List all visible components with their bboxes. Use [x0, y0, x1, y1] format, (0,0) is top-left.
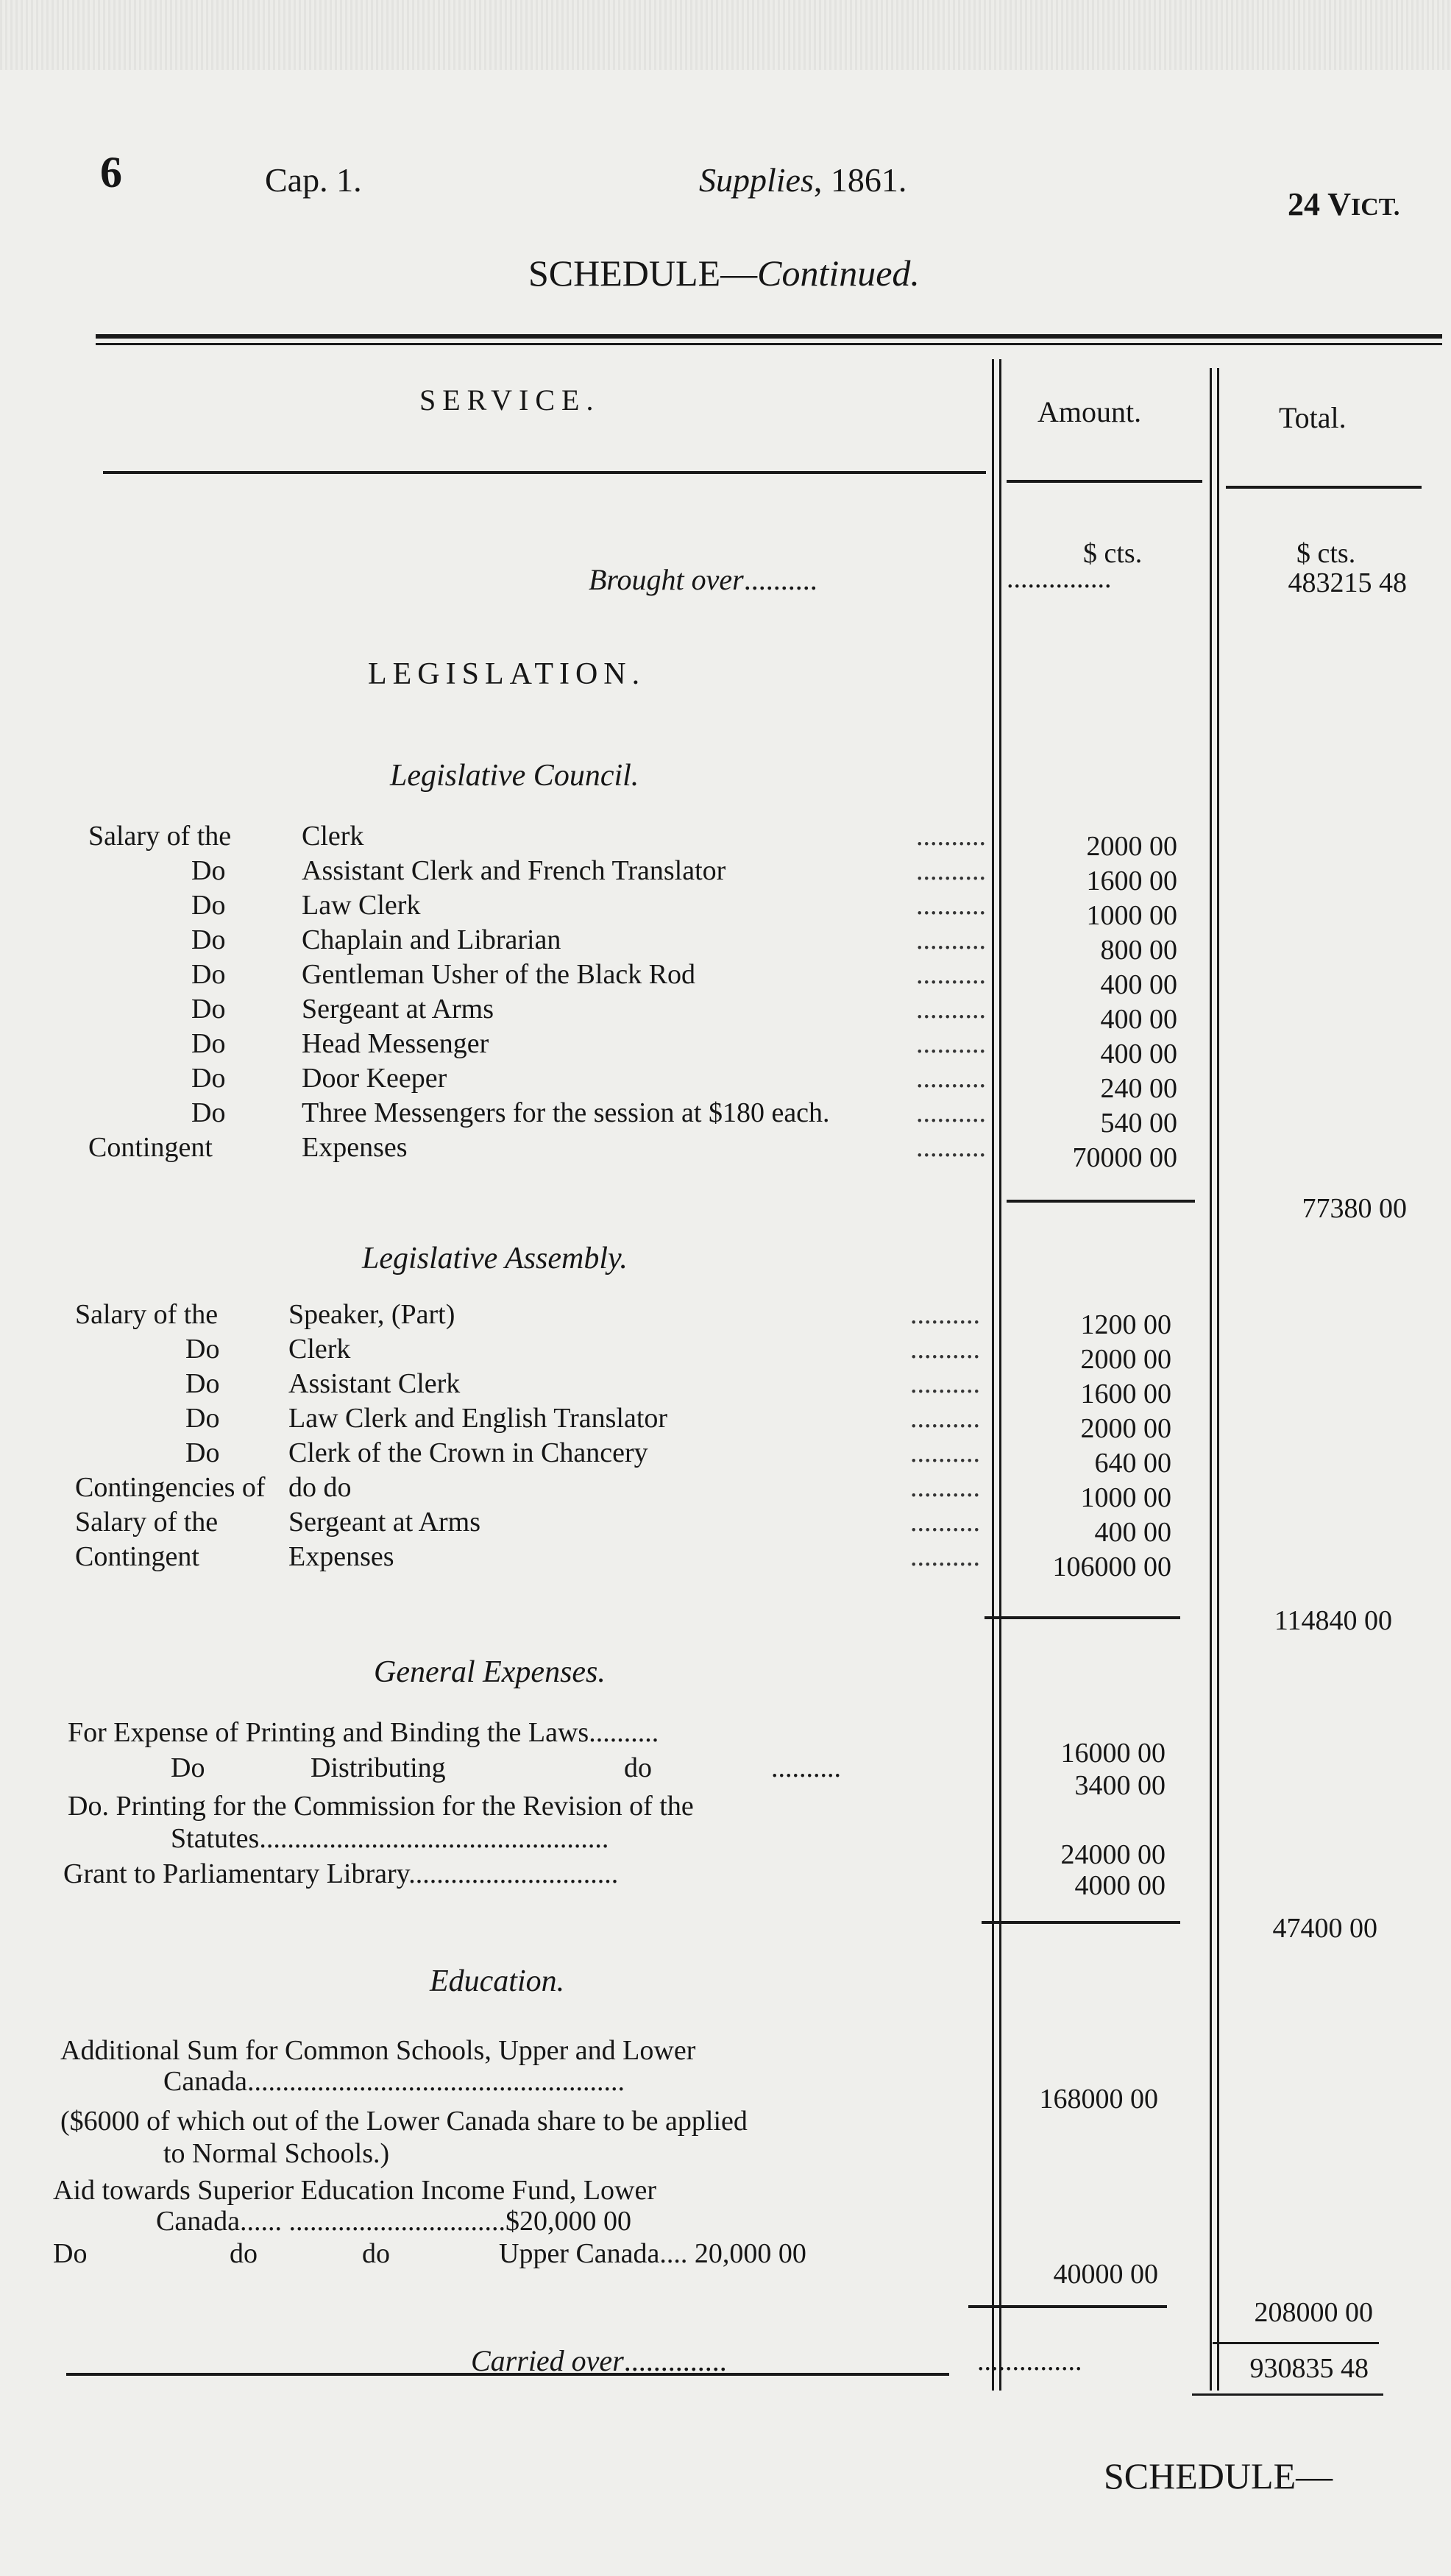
row-dot-leader: ..........: [910, 1299, 980, 1330]
ge-row-distributing-amount: 3400 00: [1074, 1770, 1166, 1801]
table-row: [75, 1298, 980, 1332]
row-dot-leader: ..........: [910, 1334, 980, 1365]
row-label: do do: [288, 1472, 352, 1503]
edu-row-common-schools-line2: Canada......................................................: [163, 2066, 625, 2097]
row-amount: 400 00: [1100, 1004, 1177, 1035]
table-row: [88, 1131, 986, 1165]
row-prefix: Do: [191, 1063, 226, 1094]
row-label: Law Clerk and English Translator: [288, 1403, 668, 1434]
schedule-word: SCHEDULE—: [528, 252, 758, 294]
total-col-rule-left-2: [1217, 368, 1219, 2391]
row-label: Door Keeper: [302, 1063, 447, 1094]
amount-column-header: Amount.: [1037, 395, 1142, 428]
row-amount: 70000 00: [1072, 1142, 1177, 1173]
row-amount: 1600 00: [1080, 1379, 1171, 1409]
supplies-title: Supplies: [699, 161, 814, 199]
row-amount: 2000 00: [1080, 1413, 1171, 1444]
ge-row-commission-amount: 24000 00: [1060, 1839, 1166, 1870]
chapter-label: Cap. 1.: [265, 161, 362, 199]
total-header-underline: [1226, 486, 1422, 489]
row-prefix: Do: [191, 994, 226, 1025]
row-label: Gentleman Usher of the Black Rod: [302, 959, 696, 990]
row-prefix: Salary of the: [88, 821, 232, 852]
carried-over-label: Carried over..............: [471, 2344, 727, 2377]
row-prefix: Do: [191, 855, 226, 886]
row-prefix: Do: [185, 1368, 220, 1399]
row-dot-leader: ..........: [916, 959, 986, 990]
ge-row-commission-line1: Do. Printing for the Commission for the Revision of the: [68, 1791, 694, 1822]
row-prefix: Do: [191, 1028, 226, 1059]
row-label: Chaplain and Librarian: [302, 924, 561, 955]
row-dot-leader: ..........: [916, 1028, 986, 1059]
la-sum-rule: [985, 1616, 1180, 1619]
table-row: [88, 889, 986, 923]
table-row: [75, 1333, 980, 1367]
row-dot-leader: ..........: [910, 1368, 980, 1399]
row-prefix: Do: [185, 1437, 220, 1468]
service-column-header: SERVICE.: [419, 383, 600, 417]
ge-row-printing-amount: 16000 00: [1060, 1738, 1166, 1769]
row-dot-leader: ..........: [916, 855, 986, 886]
edu-note-line1: ($6000 of which out of the Lower Canada share to be applied: [60, 2106, 748, 2137]
brought-over-total: 483215 48: [1288, 567, 1407, 598]
general-expenses-total: 47400 00: [1272, 1913, 1377, 1944]
row-label: Assistant Clerk and French Translator: [302, 855, 726, 886]
row-amount: 400 00: [1100, 969, 1177, 1000]
edu-note-line2: to Normal Schools.): [163, 2138, 390, 2169]
row-prefix: Salary of the: [75, 1507, 219, 1538]
service-header-underline: [103, 471, 986, 474]
row-label: Clerk: [288, 1334, 351, 1365]
row-dot-leader: ..........: [910, 1507, 980, 1538]
row-amount: 400 00: [1094, 1517, 1171, 1548]
footer-catchword: SCHEDULE—: [1104, 2455, 1333, 2497]
table-row: [88, 924, 986, 958]
running-title: [699, 160, 907, 199]
edu-row-superior-line2: Canada...... ...............................$20,000 00: [156, 2206, 631, 2237]
row-amount: 400 00: [1100, 1038, 1177, 1069]
ge-row-distributing: Do Distributing do ..........: [171, 1752, 841, 1783]
row-label: Expenses: [302, 1132, 408, 1163]
row-dot-leader: ..........: [910, 1437, 980, 1468]
row-dot-leader: ..........: [916, 1097, 986, 1128]
regnal-smallcaps: ICT.: [1350, 194, 1400, 221]
schedule-title: [528, 252, 920, 294]
total-col-rule-left: [1210, 368, 1212, 2391]
edu-row-common-schools-line1: Additional Sum for Common Schools, Upper and Lower: [60, 2035, 696, 2066]
row-prefix: Do: [185, 1403, 220, 1434]
table-row: [75, 1402, 980, 1436]
legislative-assembly-heading: Legislative Assembly.: [362, 1242, 628, 1275]
table-row: [88, 993, 986, 1027]
row-dot-leader: ..........: [916, 821, 986, 852]
table-row: [75, 1540, 980, 1574]
regnal-year: [1288, 185, 1399, 223]
row-amount: 1000 00: [1080, 1482, 1171, 1513]
edu-total-underline: [1213, 2342, 1379, 2344]
edu-row-upper-canada: Do do do Upper Canada.... 20,000 00: [53, 2238, 806, 2269]
row-amount: 800 00: [1100, 935, 1177, 966]
row-prefix: Contingent: [88, 1132, 213, 1163]
row-amount: 1200 00: [1080, 1309, 1171, 1340]
row-label: Clerk: [302, 821, 364, 852]
general-expenses-heading: General Expenses.: [374, 1655, 606, 1689]
ge-row-commission-line2: Statutes..................................................: [171, 1823, 609, 1854]
row-prefix: Do: [191, 924, 226, 955]
row-dot-leader: ..........: [916, 1132, 986, 1163]
row-label: Three Messengers for the session at $180 each.: [302, 1097, 830, 1128]
row-amount: 1600 00: [1086, 866, 1177, 896]
ge-row-printing: For Expense of Printing and Binding the Laws..........: [68, 1717, 659, 1748]
table-row: [88, 854, 986, 888]
top-rule: [96, 334, 1442, 339]
row-prefix: Do: [191, 890, 226, 921]
edu-row-superior-line1: Aid towards Superior Education Income Fund, Lower: [53, 2175, 656, 2206]
legislative-council-total: 77380 00: [1302, 1193, 1407, 1224]
table-row: [88, 958, 986, 992]
education-heading: Education.: [430, 1964, 565, 1998]
row-amount: 640 00: [1094, 1448, 1171, 1479]
row-dot-leader: ..........: [916, 1063, 986, 1094]
schedule-continued: Continued.: [757, 252, 920, 294]
carried-over-leader: ...............: [977, 2346, 1082, 2377]
row-label: Clerk of the Crown in Chancery: [288, 1437, 648, 1468]
brought-over-leader: ...............: [1007, 563, 1112, 594]
amount-header-underline: [1007, 480, 1202, 483]
row-prefix: Do: [185, 1334, 220, 1365]
row-dot-leader: ..........: [910, 1472, 980, 1503]
edu-row-upper-canada-amount: 40000 00: [1053, 2259, 1158, 2290]
amount-col-rule-left: [992, 359, 994, 2391]
total-column-header: Total.: [1279, 401, 1347, 434]
legislative-assembly-total: 114840 00: [1274, 1605, 1392, 1636]
row-dot-leader: ..........: [916, 890, 986, 921]
row-prefix: Contingent: [75, 1541, 199, 1572]
row-label: Sergeant at Arms: [302, 994, 494, 1025]
edu-sum-rule: [968, 2305, 1167, 2308]
table-row: [88, 820, 986, 854]
row-prefix: Salary of the: [75, 1299, 219, 1330]
row-amount: 240 00: [1100, 1073, 1177, 1104]
table-row: [88, 1062, 986, 1096]
row-dot-leader: ..........: [916, 924, 986, 955]
regnal-main: 24 V: [1288, 186, 1351, 222]
row-dot-leader: ..........: [910, 1403, 980, 1434]
carried-over-total-underline: [1192, 2393, 1383, 2396]
row-label: Head Messenger: [302, 1028, 489, 1059]
ge-row-library: Grant to Parliamentary Library..............................: [63, 1858, 619, 1889]
education-total: 208000 00: [1254, 2297, 1373, 2328]
top-rule-thin: [96, 343, 1442, 345]
lc-sum-rule: [1007, 1200, 1195, 1203]
scan-noise: [0, 0, 1451, 70]
row-amount: 540 00: [1100, 1108, 1177, 1139]
row-label: Expenses: [288, 1541, 394, 1572]
row-label: Speaker, (Part): [288, 1299, 455, 1330]
ge-row-library-amount: 4000 00: [1074, 1870, 1166, 1901]
table-row: [88, 1027, 986, 1061]
table-row: [88, 1097, 986, 1130]
row-amount: 2000 00: [1086, 831, 1177, 862]
ge-sum-rule: [982, 1921, 1180, 1924]
supplies-year: , 1861.: [813, 161, 907, 199]
row-amount: 106000 00: [1052, 1551, 1171, 1582]
row-dot-leader: ..........: [910, 1541, 980, 1572]
table-row: [75, 1367, 980, 1401]
legislative-council-heading: Legislative Council.: [390, 759, 639, 793]
row-prefix: Do: [191, 1097, 226, 1128]
row-label: Law Clerk: [302, 890, 421, 921]
table-row: [75, 1471, 980, 1505]
row-prefix: Contingencies of: [75, 1472, 266, 1503]
carried-over-total: 930835 48: [1249, 2353, 1369, 2384]
page-number: 6: [100, 148, 122, 197]
row-label: Sergeant at Arms: [288, 1507, 481, 1538]
row-dot-leader: ..........: [916, 994, 986, 1025]
total-units: $ cts.: [1296, 538, 1356, 569]
legislation-heading: LEGISLATION.: [368, 657, 646, 691]
table-row: [75, 1437, 980, 1471]
row-amount: 2000 00: [1080, 1344, 1171, 1375]
brought-over-label: Brought over..........: [589, 563, 817, 596]
amount-units: $ cts.: [1083, 538, 1143, 569]
table-row: [75, 1506, 980, 1540]
row-label: Assistant Clerk: [288, 1368, 461, 1399]
row-amount: 1000 00: [1086, 900, 1177, 931]
edu-row-common-schools-amount: 168000 00: [1039, 2084, 1158, 2115]
row-prefix: Do: [191, 959, 226, 990]
